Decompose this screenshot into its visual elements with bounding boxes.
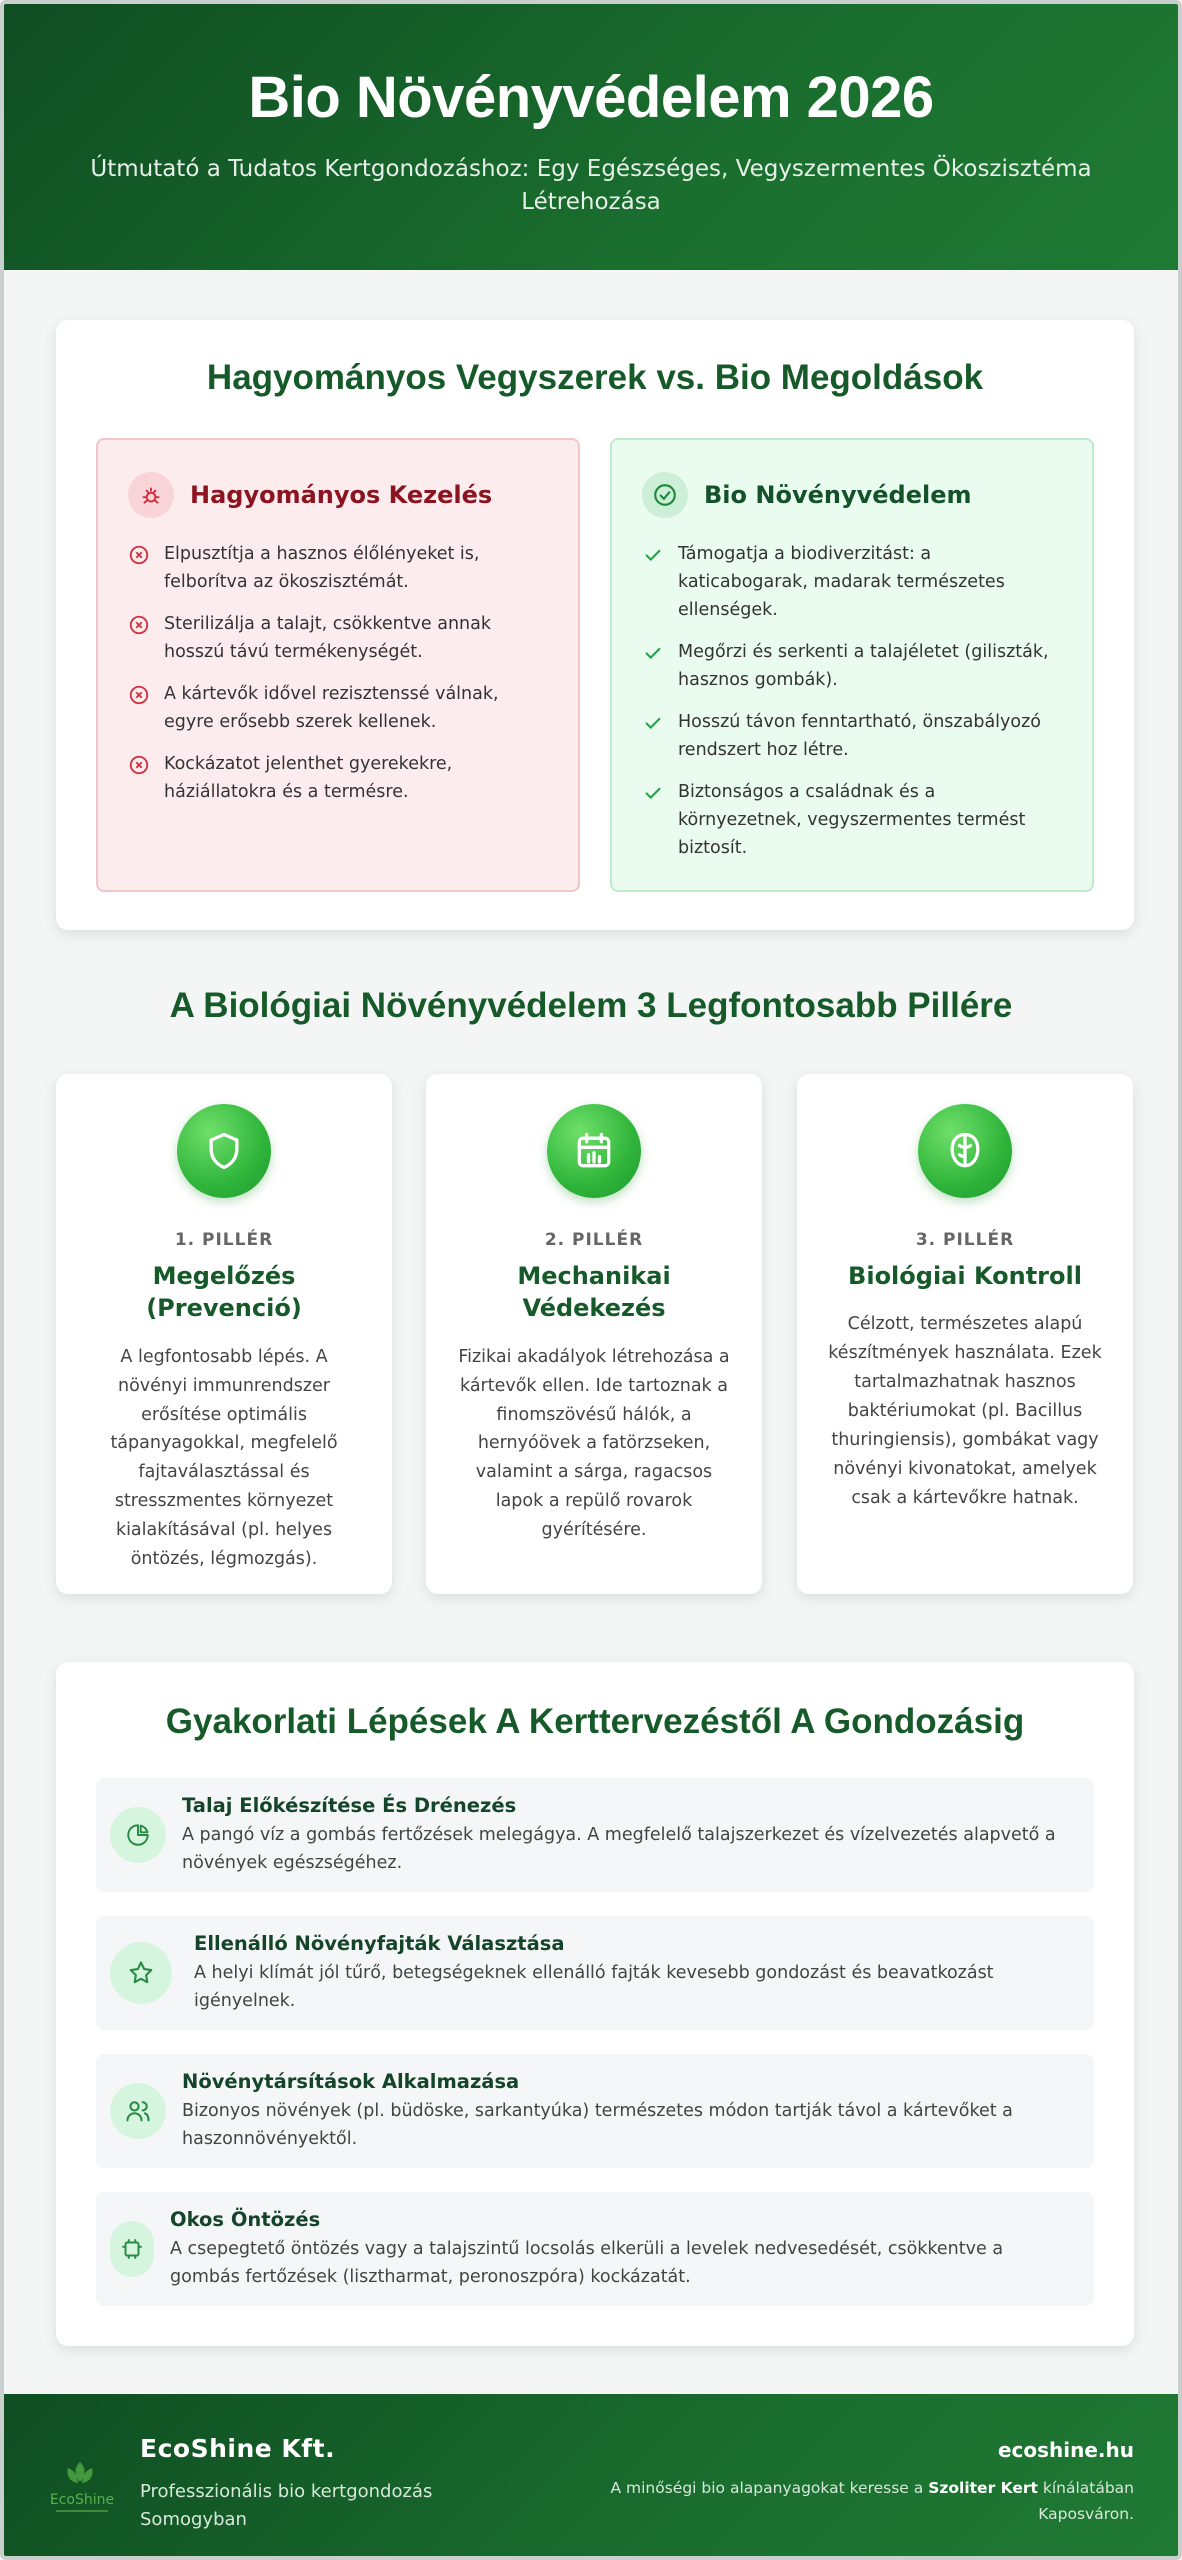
list-item-text: Támogatja a biodiverzitást: a katicabogarak, madarak természetes ellenségek. [678, 544, 1005, 620]
step-text: A helyi klímát jól tűrő, betegségeknek ellenálló fajták kevesebb gondozást és beavatkozást igényelnek. [194, 1962, 994, 2011]
logo-text: EcoShine [49, 2492, 115, 2508]
company-tagline: Professzionális bio kertgondozás Somogyban [140, 2481, 433, 2530]
list-item [128, 680, 548, 736]
footer-note-prefix: A minőségi bio alapanyagokat keresse a [610, 2479, 929, 2497]
bio-panel [610, 438, 1094, 892]
list-item [128, 540, 548, 596]
pillar-description: Fizikai akadályok létrehozása a kártevők ellen. Ide tartoznak a finomszövésű hálók, a hernyóövek a fatörzseken, valamint a sárga, ragacsos lapok a repülő rovarok gyérítésére. [458, 1346, 730, 1541]
pillar-name: Mechanikai Védekezés [517, 1262, 671, 1323]
pillar-number: 2. PILLÉR [544, 1230, 644, 1250]
pillar-description: A legfontosabb lépés. A növényi immunrendszer erősítése optimális tápanyagokkal, megfelelő fajtaválasztással és stresszmentes környezet kialakításával (pl. helyes öntözés, légmozgás). [110, 1346, 338, 1569]
list-item-text: Elpusztítja a hasznos élőlényeket is, felborítva az ökoszisztémát. [164, 544, 480, 592]
shield-icon [177, 1104, 271, 1198]
footer-note [574, 2476, 1134, 2527]
step-item [96, 1916, 1094, 2030]
comparison-card [56, 320, 1134, 930]
pie-icon [110, 1807, 166, 1863]
list-item-text: Biztonságos a családnak és a környezetnek, vegyszermentes termést biztosít. [678, 782, 1026, 858]
list-item [642, 540, 1062, 624]
bio-heading [642, 472, 1062, 518]
traditional-panel [96, 438, 580, 892]
pillar-card-biological [797, 1074, 1133, 1594]
list-item-text: A kártevők idővel rezisztenssé válnak, egyre erősebb szerek kellenek. [164, 684, 499, 732]
step-title: Talaj Előkészítése És Drénezés [182, 1793, 517, 1817]
pillar-card-mechanical [426, 1074, 762, 1594]
pillar-number: 1. PILLÉR [174, 1230, 274, 1250]
footer-note-brand: Szoliter Kert [928, 2479, 1038, 2497]
list-item [642, 638, 1062, 694]
steps-card [56, 1662, 1134, 2346]
check-icon [642, 544, 664, 624]
step-text: A csepegtető öntözés vagy a talajszintű locsolás elkerüli a levelek nedvesedését, csökkentve a gombás fertőzések (lisztharmat, peronoszpóra) kockázatát. [170, 2238, 1004, 2287]
traditional-heading-label: Hagyományos Kezelés [190, 481, 493, 509]
pillar-name: Megelőzés (Prevenció) [146, 1262, 302, 1323]
traditional-heading [128, 472, 548, 518]
footer-note-suffix: kínálatában Kaposváron. [1037, 2479, 1134, 2523]
list-item-text: Kockázatot jelenthet gyerekekre, háziállatokra és a termésre. [164, 754, 453, 802]
comparison-title: Hagyományos Vegyszerek vs. Bio Megoldások [206, 358, 984, 397]
step-title: Okos Öntözés [170, 2207, 321, 2231]
bio-list [642, 540, 1062, 862]
bug-icon [128, 472, 174, 518]
list-item-text: Hosszú távon fenntartható, önszabályozó rendszert hoz létre. [678, 712, 1041, 760]
users-icon [110, 2083, 166, 2139]
company-name: EcoShine Kft. [140, 2434, 336, 2463]
pillars-title: A Biológiai Növényvédelem 3 Legfontosabb Pillére [169, 986, 1013, 1025]
step-item [96, 1778, 1094, 1892]
list-item [128, 610, 548, 666]
company-logo [42, 2454, 122, 2524]
list-item [642, 778, 1062, 862]
pillar-card-prevention [56, 1074, 392, 1594]
x-circle-icon [128, 754, 150, 806]
header-banner [4, 4, 1178, 270]
x-circle-icon [128, 684, 150, 736]
check-icon [642, 642, 664, 694]
footer [4, 2394, 1178, 2560]
bio-heading-label: Bio Növényvédelem [704, 481, 972, 509]
pillar-number: 3. PILLÉR [915, 1230, 1015, 1250]
page-subtitle: Útmutató a Tudatos Kertgondozáshoz: Egy Egészséges, Vegyszermentes Ökoszisztéma Létrehozása [90, 156, 1092, 216]
star-icon [110, 1942, 172, 2004]
check-circle-icon [642, 472, 688, 518]
ladybug-icon [918, 1104, 1012, 1198]
list-item [128, 750, 548, 806]
list-item-text: Megőrzi és serkenti a talajéletet (giliszták, hasznos gombák). [678, 642, 1049, 690]
pillar-name: Biológiai Kontroll [848, 1262, 1082, 1290]
website-link[interactable]: ecoshine.hu [997, 2438, 1134, 2462]
check-icon [642, 712, 664, 764]
check-icon [642, 782, 664, 862]
list-item-text: Sterilizálja a talajt, csökkentve annak hosszú távú termékenységét. [164, 614, 492, 662]
x-circle-icon [128, 614, 150, 666]
step-item [96, 2054, 1094, 2168]
step-title: Növénytársítások Alkalmazása [182, 2069, 520, 2093]
step-text: Bizonyos növények (pl. büdöske, sarkantyúka) természetes módon tartják távol a kártevőket a haszonnövényektől. [182, 2100, 1013, 2149]
drip-icon [110, 2221, 154, 2277]
traditional-list [128, 540, 548, 806]
pillar-description: Célzott, természetes alapú készítmények használata. Ezek tartalmazhatnak hasznos baktériumokat (pl. Bacillus thuringiensis), gombákat vagy növényi kivonatokat, amelyek csak a kártevőkre hatnak. [828, 1314, 1102, 1508]
list-item [642, 708, 1062, 764]
step-item [96, 2192, 1094, 2306]
step-text: A pangó víz a gombás fertőzések melegágya. A megfelelő talajszerkezet és vízelvezetés alapvető a növények egészségéhez. [182, 1824, 1056, 1873]
steps-title: Gyakorlati Lépések A Kerttervezéstől A Gondozásig [165, 1702, 1025, 1741]
fence-icon [547, 1104, 641, 1198]
step-title: Ellenálló Növényfajták Választása [194, 1931, 565, 1955]
x-circle-icon [128, 544, 150, 596]
page-title: Bio Növényvédelem 2026 [248, 65, 934, 130]
